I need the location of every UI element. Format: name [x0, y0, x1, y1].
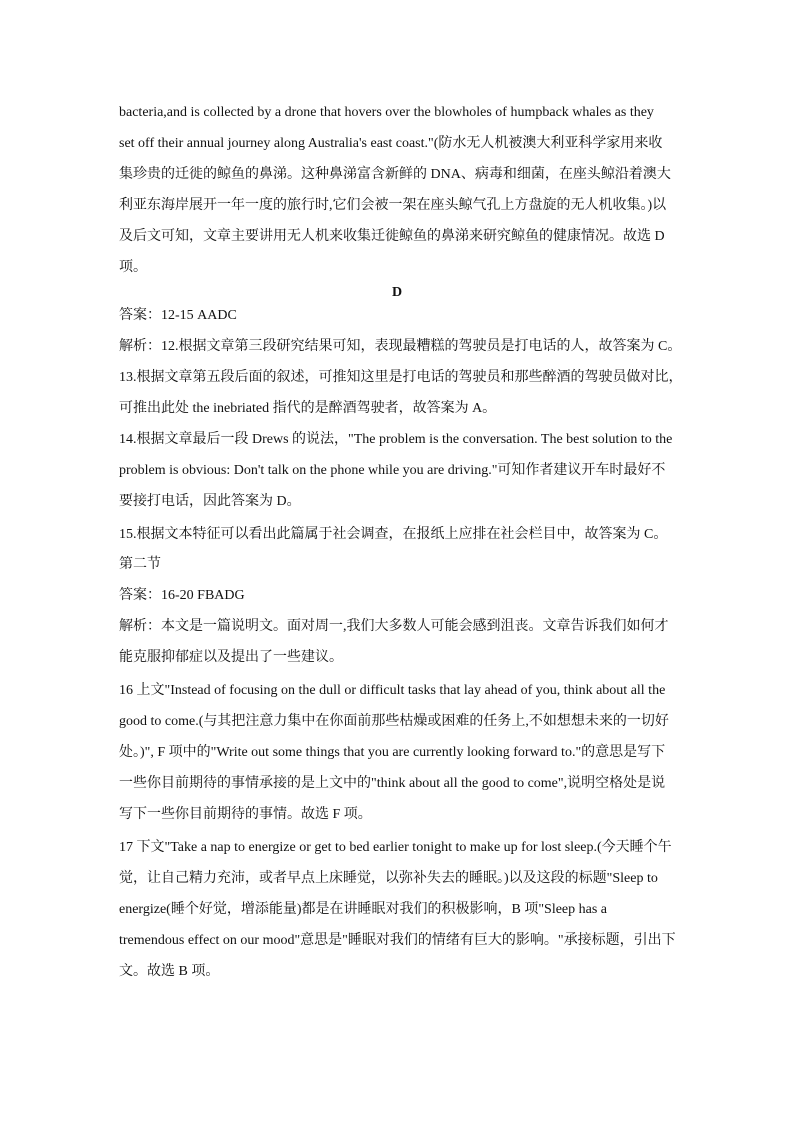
text-line: 文。故选 B 项。 — [119, 964, 220, 979]
text-line: 处。)", F 项中的"Write out some things that you are currently looking forward to."的意思是写下 — [119, 745, 666, 760]
text-line: 写下一些你目前期待的事情。故选 F 项。 — [119, 807, 372, 822]
text-line: 可推出此处 the inebriated 指代的是醉酒驾驶者，故答案为 A。 — [119, 401, 497, 416]
text-line: 一些你目前期待的事情承接的是上文中的"think about all the good to come",说明空格处是说 — [119, 776, 666, 791]
text-line: 觉，让自己精力充沛，或者早点上床睡觉，以弥补失去的睡眠。)以及这段的标题"Sleep to — [119, 871, 658, 886]
text-line: 15.根据文本特征可以看出此篇属于社会调查，在报纸上应排在社会栏目中，故答案为 C。 — [119, 527, 668, 542]
text-line: 解析：本文是一篇说明文。面对周一,我们大多数人可能会感到沮丧。文章告诉我们如何才 — [119, 619, 669, 634]
section-label: 第二节 — [119, 557, 161, 572]
text-line: energize(睡个好觉，增添能量)都是在讲睡眠对我们的积极影响，B 项"Sleep has a — [119, 902, 608, 917]
text-line: problem is obvious: Don't talk on the phone while you are driving."可知作者建议开车时最好不 — [119, 463, 666, 478]
text-line: 17 下文"Take a nap to energize or get to bed earlier tonight to make up for lost sleep.(今天睡个午 — [119, 840, 672, 855]
answer-line: 答案：12-15 AADC — [119, 308, 237, 323]
text-line: 14.根据文章最后一段 Drews 的说法，"The problem is the conversation. The best solution to the — [119, 432, 673, 447]
section-heading: D — [391, 285, 403, 300]
text-line: 及后文可知，文章主要讲用无人机来收集迁徙鲸鱼的鼻涕来研究鲸鱼的健康情况。故选 D — [119, 229, 665, 244]
text-line: 13.根据文章第五段后面的叙述，可推知这里是打电话的驾驶员和那些醉酒的驾驶员做对比， — [119, 370, 683, 385]
text-line: 利亚东海岸展开一年一度的旅行时,它们会被一架在座头鲸气孔上方盘旋的无人机收集。)以 — [119, 198, 667, 213]
text-line: 解析：12.根据文章第三段研究结果可知，表现最糟糕的驾驶员是打电话的人，故答案为 C。 — [119, 339, 682, 354]
text-line: bacteria,and is collected by a drone that hovers over the blowholes of humpback whales as they — [119, 105, 654, 120]
answer-line: 答案：16-20 FBADG — [119, 588, 245, 603]
text-line: good to come.(与其把注意力集中在你面前那些枯燥或困难的任务上,不如想想未来的一切好 — [119, 714, 669, 729]
text-line: set off their annual journey along Australia's east coast."(防水无人机被澳大利亚科学家用来收 — [119, 136, 663, 151]
text-line: 要接打电话，因此答案为 D。 — [119, 494, 301, 509]
text-line: 项。 — [119, 260, 147, 275]
text-line: 16 上文"Instead of focusing on the dull or difficult tasks that lay ahead of you, think about all the — [119, 683, 666, 698]
text-line: tremendous effect on our mood"意思是"睡眠对我们的情绪有巨大的影响。"承接标题，引出下 — [119, 933, 676, 948]
text-line: 集珍贵的迁徙的鲸鱼的鼻涕。这种鼻涕富含新鲜的 DNA、病毒和细菌，在座头鲸沿着澳大 — [119, 167, 671, 182]
text-line: 能克服抑郁症以及提出了一些建议。 — [119, 650, 343, 665]
